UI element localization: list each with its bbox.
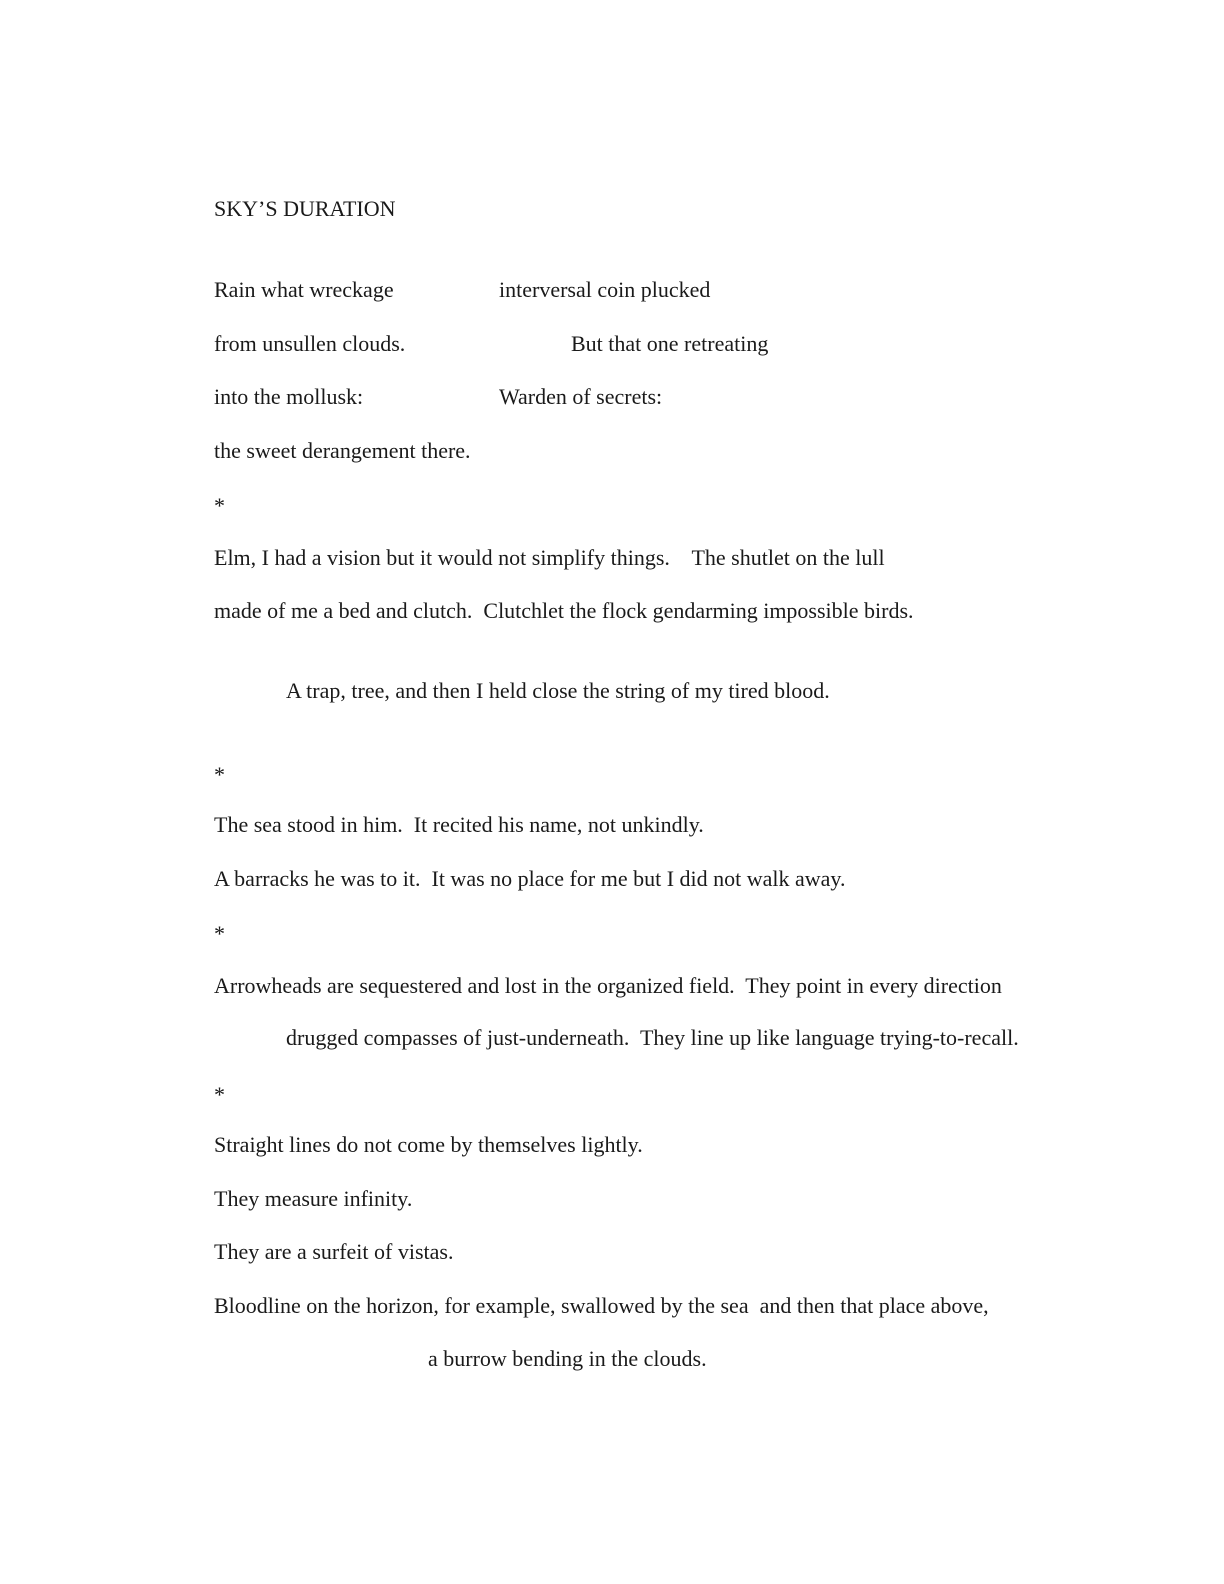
- poem-line: They are a surfeit of vistas.: [214, 1239, 454, 1264]
- poem-line: from unsullen clouds.: [214, 331, 406, 356]
- section-separator: *: [214, 762, 225, 787]
- poem-title: SKY’S DURATION: [214, 196, 396, 221]
- poem-line: interversal coin plucked: [499, 277, 711, 302]
- poem-line: A trap, tree, and then I held close the string of my tired blood.: [286, 678, 830, 703]
- poem-line: They measure infinity.: [214, 1186, 413, 1211]
- poem-line: Warden of secrets:: [499, 384, 663, 409]
- poem-line: But that one retreating: [571, 331, 769, 356]
- poem-line: The sea stood in him. It recited his name, not unkindly.: [214, 812, 704, 837]
- poem-line: a burrow bending in the clouds.: [428, 1346, 707, 1371]
- section-separator: *: [214, 493, 225, 518]
- section-separator: *: [214, 921, 225, 946]
- poem-line: drugged compasses of just-underneath. They line up like language trying-to-recall.: [286, 1025, 1019, 1050]
- poem-line: Rain what wreckage: [214, 277, 394, 302]
- poem-line: Straight lines do not come by themselves lightly.: [214, 1132, 643, 1157]
- section-separator: *: [214, 1082, 225, 1107]
- poem-line: Bloodline on the horizon, for example, swallowed by the sea and then that place above,: [214, 1293, 989, 1318]
- poem-line: made of me a bed and clutch. Clutchlet the flock gendarming impossible birds.: [214, 598, 914, 623]
- poem-line: Arrowheads are sequestered and lost in the organized field. They point in every direction: [214, 973, 1002, 998]
- poem-line: the sweet derangement there.: [214, 438, 471, 463]
- poem-line: into the mollusk:: [214, 384, 364, 409]
- poem-line: A barracks he was to it. It was no place for me but I did not walk away.: [214, 866, 846, 891]
- poem-line: Elm, I had a vision but it would not simplify things. The shutlet on the lull: [214, 545, 885, 570]
